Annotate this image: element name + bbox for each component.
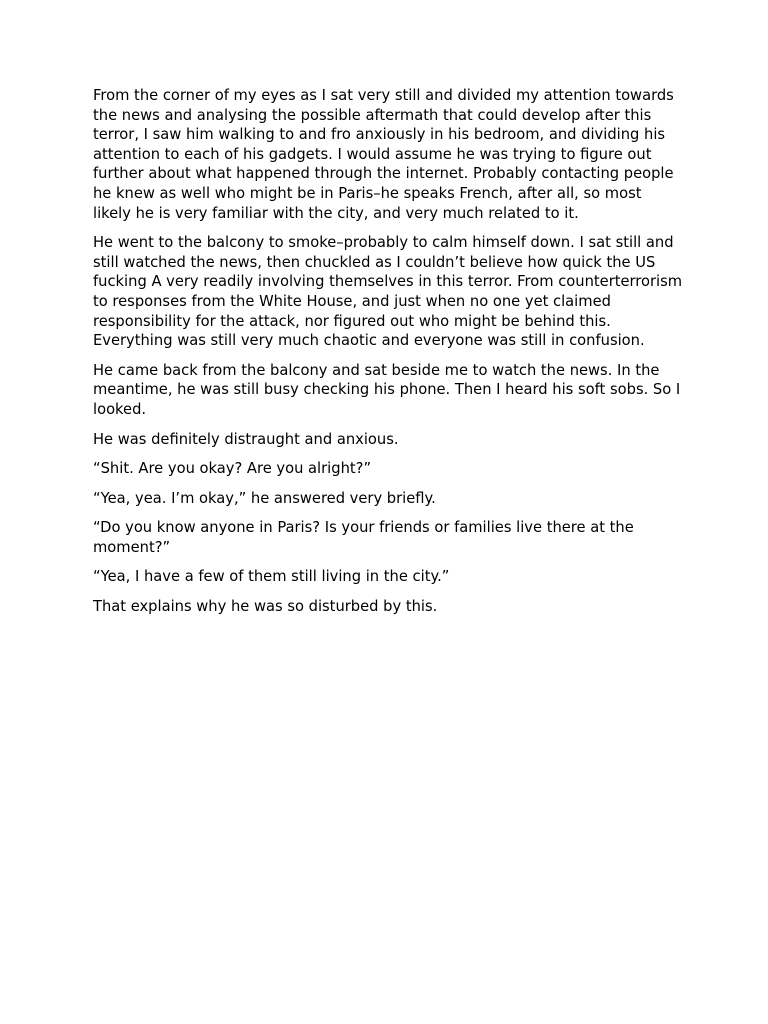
paragraph: “Yea, I have a few of them still living in the city.” [93,568,450,586]
paragraph: From the corner of my eyes as I sat very still and divided my attention towards the news and analysing the possible aftermath that could develop after this terror, I saw him walking to and fro anxiously in his bedroom, and dividing his attention to each of his gadgets. I would assume he was trying to figure out further about what happened through the internet. Probably contacting people he knew as well who might be in Paris–he speaks French, after all, so most likely he is very familiar with the city, and very much related to it. [93,87,674,222]
paragraph: “Shit. Are you okay? Are you alright?” [93,460,372,478]
paragraph: He came back from the balcony and sat beside me to watch the news. In the meantime, he was still busy checking his phone. Then I heard his soft sobs. So I looked. [93,361,681,418]
paragraph: He was definitely distraught and anxious. [93,430,399,448]
document-page [93,86,683,627]
paragraph: “Yea, yea. I’m okay,” he answered very briefly. [93,489,436,507]
paragraph: “Do you know anyone in Paris? Is your friends or families live there at the moment?” [93,519,634,556]
paragraph: He went to the balcony to smoke–probably to calm himself down. I sat still and still watched the news, then chuckled as I couldn’t believe how quick the US fucking A very readily involving themselves in this terror. From counterterrorism to responses from the White House, and just when no one yet claimed responsibility for the attack, nor figured out who might be behind this. Everything was still very much chaotic and everyone was still in confusion. [93,234,683,350]
paragraph: That explains why he was so disturbed by this. [93,598,438,616]
